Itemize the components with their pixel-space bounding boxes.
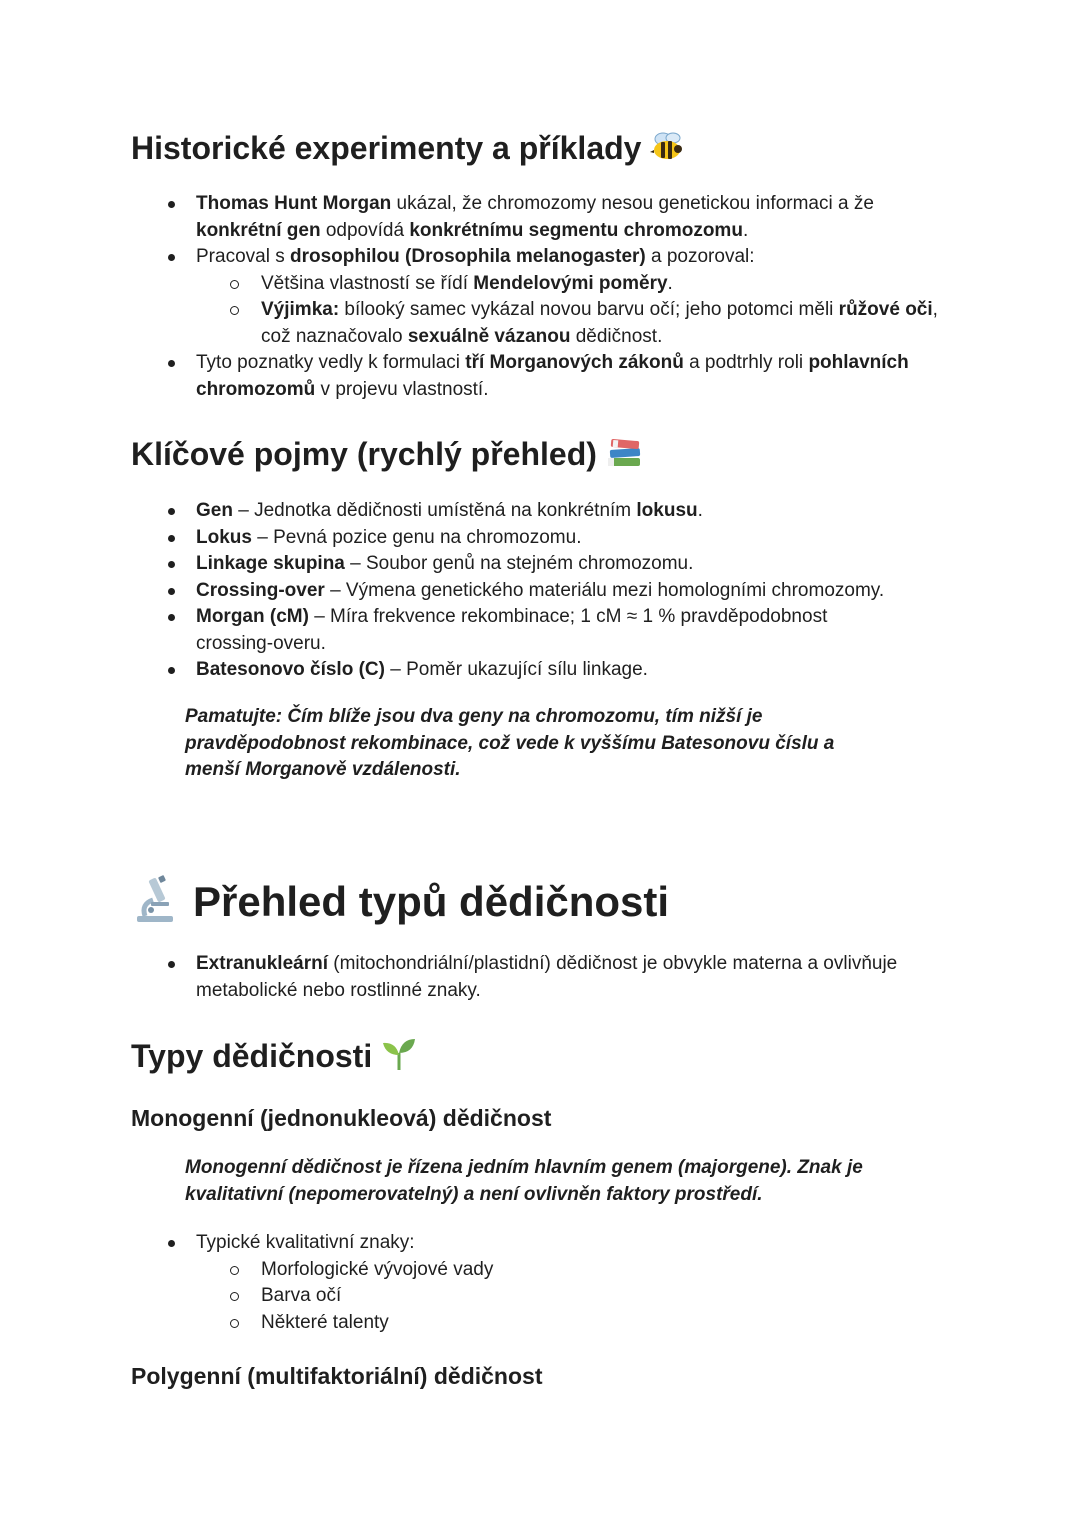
bold-text: Výjimka: [261,299,340,320]
bold-text: drosophilou (Drosophila melanogaster) [289,246,646,267]
heading-text: Historické experimenty a příklady [131,130,642,166]
sub-list-item: Některé talenty [160,1310,960,1337]
list-item [160,578,960,605]
heading-inheritance-overview [131,874,669,936]
term: Gen [196,500,233,521]
text: – Poměr ukazující sílu linkage. [384,659,648,680]
heading-text: Typy dědičnosti [131,1038,373,1074]
key-concepts-list [160,498,960,684]
text: – Výmena genetického materiálu mezi homologními chromozomy. [324,579,885,601]
term: Crossing-over [196,579,325,601]
text: bílooký samec vykázal novou barvu očí; jeho potomci měli [339,299,839,320]
sub-list-item [160,271,960,298]
text: – Pevná pozice genu na chromozomu. [251,526,582,548]
text: , což naznačovalo [261,299,938,347]
text: ukázal, že chromozomy nesou genetickou informaci a že [391,193,874,214]
list-item [160,498,960,525]
heading-historical-experiments [131,128,685,171]
heading-key-concepts [131,434,643,477]
list-item [160,350,960,403]
bold-text: pohlavních chromozomů [196,352,909,400]
sub-list [160,1257,960,1337]
bold-text: konkrétnímu segmentu chromozomu [409,219,743,241]
text: v projevu vlastností. [315,378,489,400]
text: dědičnost. [570,325,663,347]
list-item [160,1230,960,1336]
heading-inheritance-types [131,1036,418,1080]
bold-text: Thomas Hunt Morgan [196,193,392,214]
term: Lokus [196,526,252,548]
text: . [742,219,749,241]
term: Linkage skupina [196,553,345,574]
term: Batesonovo číslo (C) [196,659,385,680]
list-item [160,525,960,552]
term: Morgan (cM) [196,606,309,627]
subheading-monogenic: Monogenní (jednonukleová) dědičnost [131,1105,552,1131]
sub-list-item: Morfologické vývojové vady [160,1257,960,1284]
heading-text: Klíčové pojmy (rychlý přehled) [131,436,597,472]
list-item [160,951,950,1004]
bold-text: tří Morganových zákonů [465,352,684,373]
text: Většina vlastností se řídí [261,272,474,294]
text: – Jednotka dědičnosti umístěná na konkrétním [232,500,637,521]
bold-text: Mendelovými poměry [473,272,668,294]
seedling-icon [380,1037,418,1080]
text: Tyto poznatky vedly k formulaci [196,352,466,373]
list-item [160,604,960,657]
text: a podtrhly roli [683,352,809,373]
text: – Míra frekvence rekombinace; 1 cM ≈ 1 % pravděpodobnost crossing-overu. [196,606,828,654]
text: – Soubor genů na stejném chromozomu. [344,553,694,574]
monogenic-note: Monogenní dědičnost je řízena jedním hlavním genem (majorgene). Znak je kvalitativní (nepomerovatelný) a není ovlivněn faktory prostředí. [185,1157,863,1205]
list-item [160,551,960,578]
monogenic-list [160,1230,960,1336]
inheritance-overview-list [160,951,950,1004]
text: . [697,500,703,521]
sub-list [160,271,960,351]
text: (mitochondriální/plastidní) dědičnost je obvykle materna a ovlivňuje metabolické nebo rostlinné znaky. [196,953,898,1001]
historical-list [160,191,960,403]
sub-list-item [160,297,960,350]
microscope-icon [131,874,179,936]
subheading-polygenic: Polygenní (multifaktoriální) dědičnost [131,1363,543,1389]
text: . [667,272,673,294]
heading-text: Přehled typů dědičnosti [193,878,670,926]
bee-icon [649,130,685,171]
bold-text: konkrétní gen [196,219,321,241]
remember-note: Pamatujte: Čím blíže jsou dva geny na chromozomu, tím nižší je pravděpodobnost rekombinace, což vede k vyššímu Batesonovu číslu a menší Morganově vzdálenosti. [185,706,835,780]
text: a pozoroval: [645,246,755,267]
list-item [160,657,960,684]
text: odpovídá [320,219,410,241]
text: Pracoval s [196,246,290,267]
text: Typické kvalitativní znaky: [196,1232,415,1253]
bold-text: růžové oči [838,299,933,320]
books-icon [605,436,643,477]
sub-list-item: Barva očí [160,1283,960,1310]
bold-text: lokusu [636,500,698,521]
list-item [160,191,960,244]
list-item [160,244,960,350]
bold-text: sexuálně vázanou [407,325,571,347]
bold-text: Extranukleární [196,953,328,974]
